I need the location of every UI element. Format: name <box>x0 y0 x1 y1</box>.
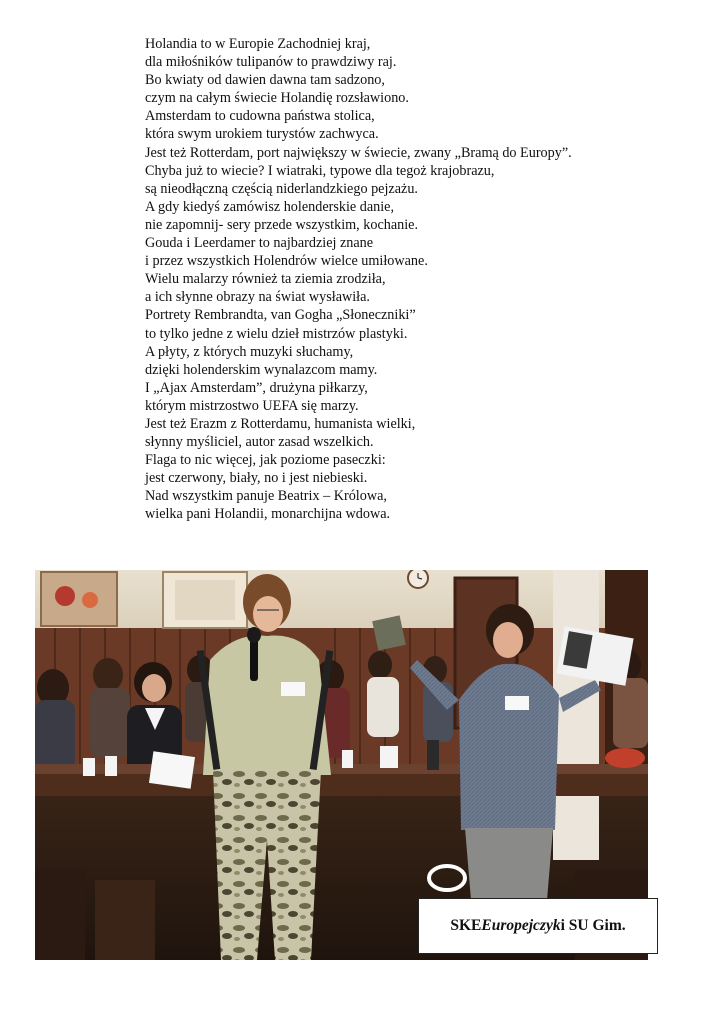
poem-line: dzięki holenderskim wynalazcom mamy. <box>145 361 378 378</box>
poem-line: Gouda i Leerdamer to najbardziej znane <box>145 235 374 252</box>
poem-line: i przez wszystkich Holendrów wielce umiłowane. <box>145 253 428 270</box>
poem-line: Portrety Rembrandta, van Gogha „Słoneczniki” <box>145 307 416 324</box>
poem <box>145 35 685 524</box>
poem-line: Bo kwiaty od dawien dawna tam sadzono, <box>145 72 385 89</box>
poem-line: wielka pani Holandii, monarchijna wdowa. <box>145 506 391 523</box>
poem-line: słynny myśliciel, autor zasad wszelkich. <box>145 434 374 451</box>
poem-line: Wielu malarzy również ta ziemia zrodziła, <box>145 271 386 288</box>
caption-suffix: i SU Gim. <box>560 917 626 934</box>
poem-line: która swym urokiem turystów zachwyca. <box>145 126 379 143</box>
poem-line: czym na całym świecie Holandię rozsławiono. <box>145 90 409 107</box>
poem-line: Jest też Erazm z Rotterdamu, humanista wielki, <box>145 415 416 432</box>
poem-line: a ich słynne obrazy na świat wysławiła. <box>145 289 370 306</box>
poem-line: Chyba już to wiecie? I wiatraki, typowe dla tegoż krajobrazu, <box>145 162 495 179</box>
poem-line: nie zapomnij- sery przede wszystkim, kochanie. <box>145 216 419 233</box>
poem-line: są nieodłączną częścią niderlandzkiego pejzażu. <box>145 180 418 197</box>
poem-line: Holandia to w Europie Zachodniej kraj, <box>145 36 371 52</box>
poem-line: A płyty, z których muzyki słuchamy, <box>145 343 354 360</box>
poem-line: I „Ajax Amsterdam”, drużyna piłkarzy, <box>145 379 368 396</box>
poem-line: Amsterdam to cudowna państwa stolica, <box>145 108 375 125</box>
caption-italic: Europejczyk <box>481 917 561 934</box>
poem-line: Jest też Rotterdam, port największy w świecie, zwany „Bramą do Europy”. <box>145 144 572 161</box>
poem-line: dla miłośników tulipanów to prawdziwy raj. <box>145 54 397 71</box>
poem-line: to tylko jedne z wielu dzieł mistrzów plastyki. <box>145 325 408 342</box>
poem-line: A gdy kiedyś zamówisz holenderskie danie, <box>145 198 395 215</box>
poem-line: Flaga to nic więcej, jak poziome paseczki: <box>145 452 386 469</box>
caption-box <box>418 898 658 954</box>
poem-line: jest czerwony, biały, no i jest niebieski. <box>145 470 368 487</box>
poem-line: Nad wszystkim panuje Beatrix – Królowa, <box>145 488 387 505</box>
caption-prefix: SKE <box>450 917 482 934</box>
poem-line: którym mistrzostwo UEFA się marzy. <box>145 397 359 414</box>
